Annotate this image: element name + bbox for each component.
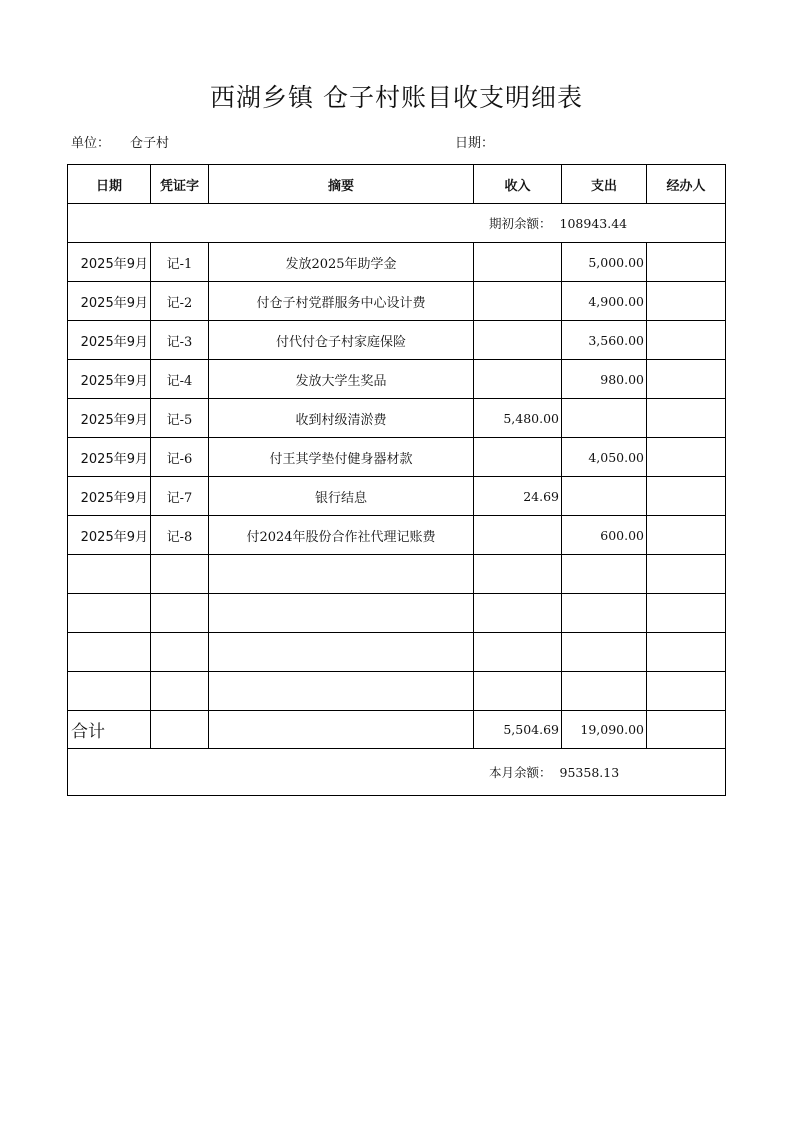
cell-summary: 收到村级清淤费 xyxy=(209,399,474,438)
header-summary: 摘要 xyxy=(209,165,474,204)
cell-expense xyxy=(562,555,647,594)
cell-voucher: 记-8 xyxy=(151,516,209,555)
page-title: 西湖乡镇 仓子村账目收支明细表 xyxy=(210,83,583,112)
closing-balance-cell xyxy=(68,749,726,796)
header-voucher: 凭证字 xyxy=(151,165,209,204)
cell-expense: 4,900.00 xyxy=(562,282,647,321)
header-handler: 经办人 xyxy=(647,165,726,204)
cell-expense xyxy=(562,672,647,711)
total-income: 5,504.69 xyxy=(474,711,562,749)
cell-date: 2025年9月 xyxy=(68,477,151,516)
table-row xyxy=(68,594,726,633)
cell-income xyxy=(474,321,562,360)
date-info xyxy=(455,132,494,151)
header-row xyxy=(68,165,726,204)
table-row xyxy=(68,633,726,672)
cell-date: 2025年9月 xyxy=(68,438,151,477)
cell-handler xyxy=(647,282,726,321)
cell-handler xyxy=(647,399,726,438)
cell-summary: 发放大学生奖品 xyxy=(209,360,474,399)
cell-income xyxy=(474,282,562,321)
cell-expense xyxy=(562,594,647,633)
cell-income xyxy=(474,516,562,555)
cell-income: 5,480.00 xyxy=(474,399,562,438)
cell-handler xyxy=(647,321,726,360)
cell-expense xyxy=(562,633,647,672)
cell-handler xyxy=(647,243,726,282)
total-voucher xyxy=(151,711,209,749)
cell-summary: 付仓子村党群服务中心设计费 xyxy=(209,282,474,321)
cell-expense: 3,560.00 xyxy=(562,321,647,360)
cell-income xyxy=(474,360,562,399)
cell-voucher: 记-7 xyxy=(151,477,209,516)
cell-expense: 980.00 xyxy=(562,360,647,399)
table-row xyxy=(68,360,726,399)
cell-date xyxy=(68,594,151,633)
table-row xyxy=(68,282,726,321)
cell-handler xyxy=(647,477,726,516)
cell-date: 2025年9月 xyxy=(68,516,151,555)
cell-expense: 600.00 xyxy=(562,516,647,555)
closing-balance-label: 本月余额： xyxy=(489,765,552,780)
total-handler xyxy=(647,711,726,749)
cell-income xyxy=(474,243,562,282)
cell-date xyxy=(68,555,151,594)
total-row xyxy=(68,711,726,749)
cell-date: 2025年9月 xyxy=(68,243,151,282)
closing-balance-value: 95358.13 xyxy=(559,765,620,780)
table-row xyxy=(68,399,726,438)
cell-handler xyxy=(647,360,726,399)
table-row xyxy=(68,321,726,360)
cell-voucher xyxy=(151,672,209,711)
cell-voucher: 记-5 xyxy=(151,399,209,438)
table-row xyxy=(68,555,726,594)
cell-summary xyxy=(209,633,474,672)
cell-expense: 5,000.00 xyxy=(562,243,647,282)
cell-handler xyxy=(647,555,726,594)
cell-handler xyxy=(647,516,726,555)
cell-expense xyxy=(562,399,647,438)
cell-voucher xyxy=(151,633,209,672)
cell-date: 2025年9月 xyxy=(68,321,151,360)
table-row xyxy=(68,243,726,282)
cell-date: 2025年9月 xyxy=(68,399,151,438)
total-label xyxy=(68,711,151,749)
cell-income xyxy=(474,438,562,477)
cell-summary xyxy=(209,594,474,633)
cell-voucher: 记-4 xyxy=(151,360,209,399)
cell-date: 2025年9月 xyxy=(68,282,151,321)
unit-label: 单位： xyxy=(71,136,111,151)
cell-summary: 付2024年股份合作社代理记账费 xyxy=(209,516,474,555)
table-row xyxy=(68,516,726,555)
cell-summary: 银行结息 xyxy=(209,477,474,516)
cell-expense xyxy=(562,477,647,516)
cell-date xyxy=(68,672,151,711)
date-label: 日期： xyxy=(455,136,495,151)
cell-date xyxy=(68,633,151,672)
cell-income xyxy=(474,594,562,633)
cell-summary: 付王其学垫付健身器材款 xyxy=(209,438,474,477)
total-label-text: 合计 xyxy=(71,722,105,742)
cell-voucher xyxy=(151,555,209,594)
header-date: 日期 xyxy=(68,165,151,204)
cell-handler xyxy=(647,633,726,672)
cell-handler xyxy=(647,672,726,711)
cell-handler xyxy=(647,594,726,633)
table-row xyxy=(68,438,726,477)
opening-balance-label: 期初余额： xyxy=(489,216,552,231)
cell-income xyxy=(474,555,562,594)
unit-info xyxy=(71,132,169,151)
opening-balance-row xyxy=(68,204,726,243)
ledger-table xyxy=(67,164,726,796)
closing-balance-row xyxy=(68,749,726,796)
cell-voucher: 记-6 xyxy=(151,438,209,477)
header-income: 收入 xyxy=(474,165,562,204)
cell-voucher xyxy=(151,594,209,633)
table-row xyxy=(68,672,726,711)
cell-income: 24.69 xyxy=(474,477,562,516)
cell-summary: 发放2025年助学金 xyxy=(209,243,474,282)
cell-income xyxy=(474,672,562,711)
opening-balance-value: 108943.44 xyxy=(559,216,628,231)
cell-date: 2025年9月 xyxy=(68,360,151,399)
cell-voucher: 记-2 xyxy=(151,282,209,321)
opening-balance-cell xyxy=(68,204,726,243)
cell-income xyxy=(474,633,562,672)
table-row xyxy=(68,477,726,516)
unit-value: 仓子村 xyxy=(130,136,170,151)
total-summary xyxy=(209,711,474,749)
cell-expense: 4,050.00 xyxy=(562,438,647,477)
cell-handler xyxy=(647,438,726,477)
cell-voucher: 记-3 xyxy=(151,321,209,360)
total-expense: 19,090.00 xyxy=(562,711,647,749)
cell-summary: 付代付仓子村家庭保险 xyxy=(209,321,474,360)
cell-summary xyxy=(209,555,474,594)
cell-voucher: 记-1 xyxy=(151,243,209,282)
header-expense: 支出 xyxy=(562,165,647,204)
cell-summary xyxy=(209,672,474,711)
